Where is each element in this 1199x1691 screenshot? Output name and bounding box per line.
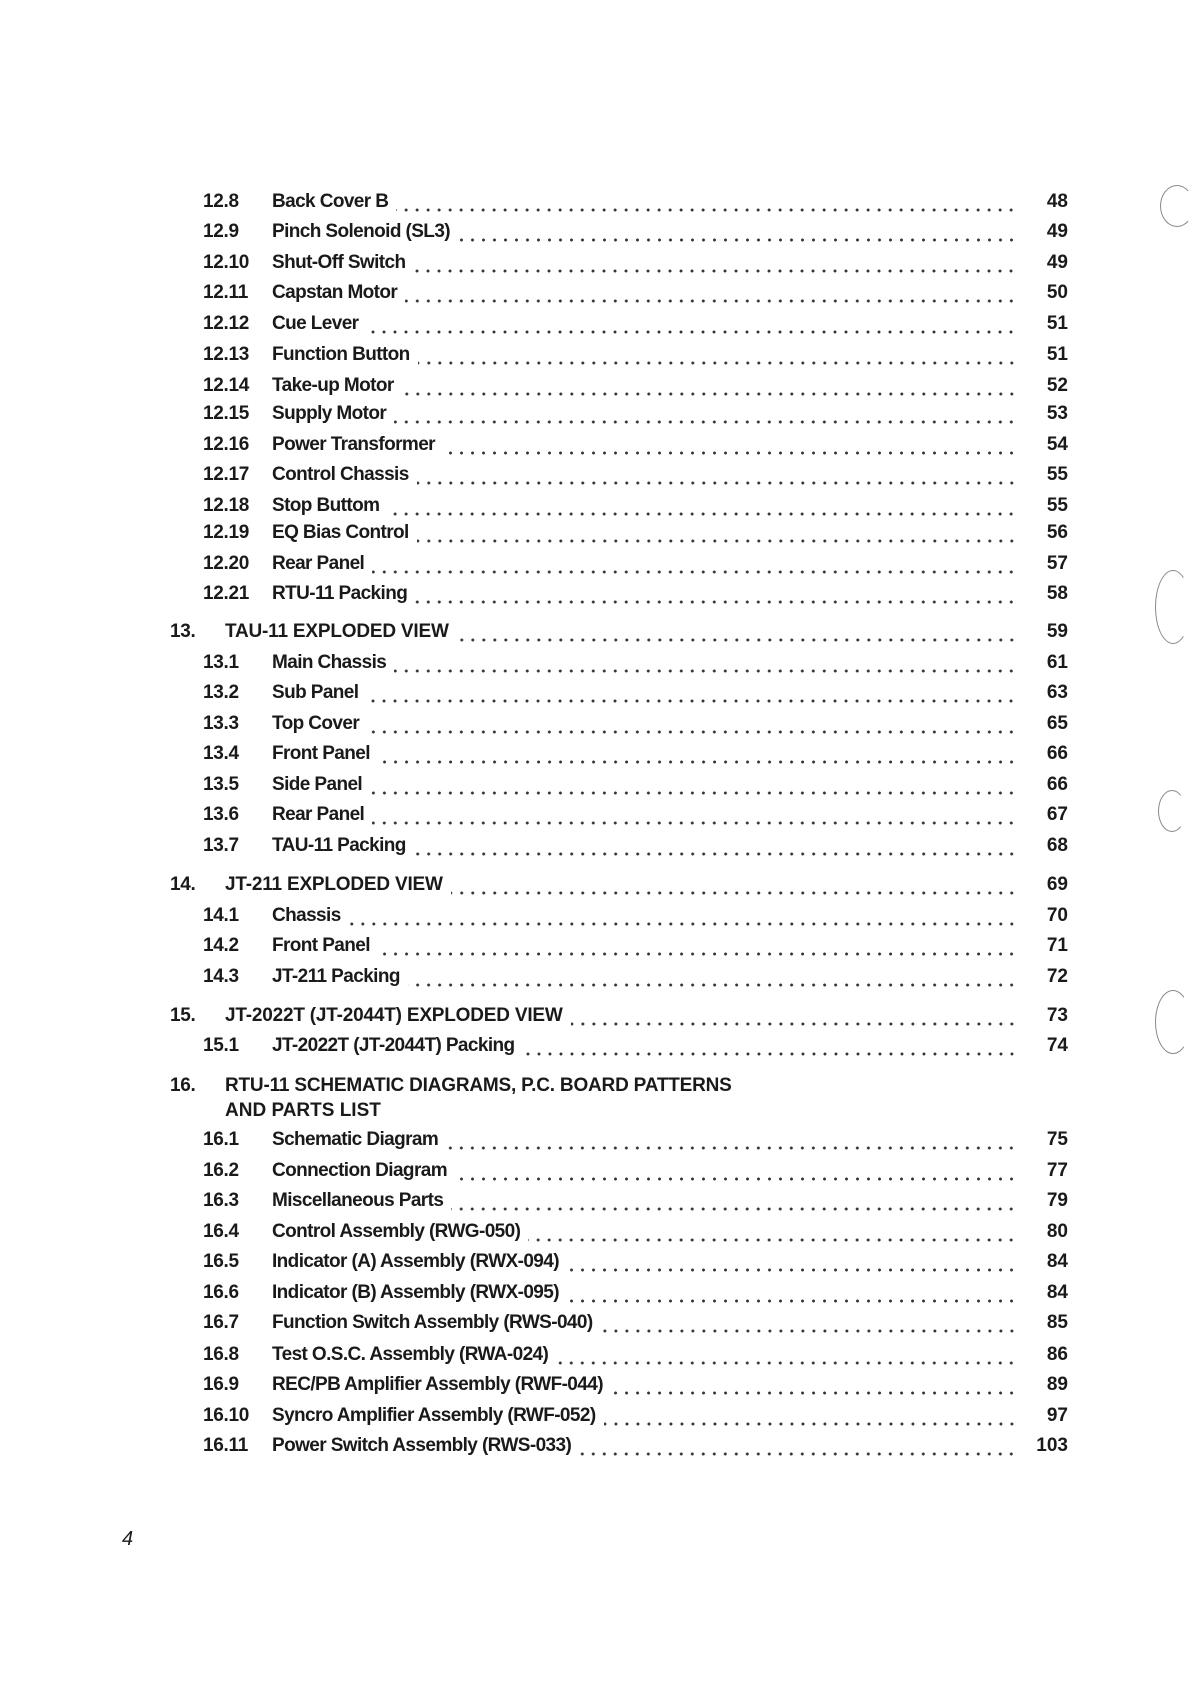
dot-leader xyxy=(394,652,1017,674)
entry-page: 55 xyxy=(1046,494,1068,516)
toc-entry xyxy=(0,1160,1199,1182)
toc-entry xyxy=(0,344,1199,366)
dot-leader xyxy=(571,1005,1017,1027)
entry-number: 13.6 xyxy=(203,804,239,826)
dot-leader xyxy=(413,252,1017,274)
toc-entry xyxy=(0,1435,1199,1457)
entry-page: 51 xyxy=(1046,312,1068,334)
entry-number: 13.7 xyxy=(203,834,239,856)
toc-entry xyxy=(0,434,1199,456)
dot-leader xyxy=(415,583,1017,605)
entry-title: Cue Lever xyxy=(272,312,359,334)
entry-page: 59 xyxy=(1046,621,1068,643)
binder-hole-mark xyxy=(1160,185,1194,227)
entry-title: JT-211 EXPLODED VIEW xyxy=(225,874,443,896)
toc-section-heading xyxy=(0,1005,1199,1027)
entry-title: Function Switch Assembly (RWS-040) xyxy=(272,1312,593,1334)
toc-entry xyxy=(0,835,1199,857)
entry-title: Indicator (A) Assembly (RWX-094) xyxy=(272,1251,559,1273)
entry-number: 12.18 xyxy=(203,494,250,516)
dot-leader xyxy=(417,464,1017,486)
toc-entry xyxy=(0,522,1199,544)
entry-title: Connection Diagram xyxy=(272,1159,447,1181)
entry-page: 51 xyxy=(1046,344,1068,366)
entry-number: 15. xyxy=(170,1004,196,1026)
entry-page: 56 xyxy=(1046,522,1068,543)
toc-entry xyxy=(0,966,1199,988)
entry-page: 84 xyxy=(1046,1281,1068,1303)
entry-number: 16.9 xyxy=(203,1374,239,1396)
entry-number: 12.11 xyxy=(203,282,248,304)
entry-number: 12.19 xyxy=(203,522,250,543)
toc-section-heading xyxy=(0,874,1199,896)
dot-leader xyxy=(556,1344,1017,1366)
entry-page: 54 xyxy=(1046,433,1068,455)
entry-page: 80 xyxy=(1046,1220,1068,1242)
entry-title: JT-211 Packing xyxy=(272,965,400,987)
dot-leader xyxy=(367,713,1017,735)
toc-entry xyxy=(0,1035,1199,1057)
entry-page: 50 xyxy=(1046,282,1068,304)
entry-page: 55 xyxy=(1046,464,1068,486)
entry-title: Rear Panel xyxy=(272,804,365,826)
toc-section-heading xyxy=(0,1075,1199,1097)
toc-entry xyxy=(0,1282,1199,1304)
entry-number: 16.8 xyxy=(203,1343,239,1365)
toc-entry xyxy=(0,583,1199,605)
binder-hole-mark xyxy=(1158,790,1186,832)
dot-leader xyxy=(372,804,1017,826)
entry-page: 85 xyxy=(1046,1312,1068,1334)
dot-leader xyxy=(366,313,1017,335)
dot-leader xyxy=(396,191,1017,213)
entry-page: 48 xyxy=(1046,190,1068,212)
dot-leader xyxy=(387,495,1017,517)
entry-number: 13.1 xyxy=(203,651,239,673)
entry-page: 66 xyxy=(1046,773,1068,795)
dot-leader xyxy=(366,682,1017,704)
entry-title: Syncro Amplifier Assembly (RWF-052) xyxy=(272,1404,596,1426)
dot-leader xyxy=(418,344,1017,366)
toc-entry xyxy=(0,935,1199,957)
entry-title: Front Panel xyxy=(272,743,370,765)
dot-leader xyxy=(349,905,1017,927)
toc-entry xyxy=(0,553,1199,575)
entry-title: Back Cover B xyxy=(272,190,389,212)
entry-title: Side Panel xyxy=(272,773,363,795)
dot-leader xyxy=(414,835,1017,857)
entry-title: Stop Buttom xyxy=(272,494,380,516)
toc-entry xyxy=(0,1129,1199,1151)
dot-leader xyxy=(567,1282,1017,1304)
entry-title: RTU-11 Packing xyxy=(272,583,408,605)
entry-title: Top Cover xyxy=(272,712,360,734)
entry-number: 16.5 xyxy=(203,1251,239,1273)
toc-entry xyxy=(0,1344,1199,1366)
dot-leader xyxy=(378,935,1017,957)
entry-page: 49 xyxy=(1046,221,1068,243)
dot-leader xyxy=(378,743,1017,765)
entry-title: Rear Panel xyxy=(272,552,365,574)
entry-page: 63 xyxy=(1046,682,1068,704)
entry-title: Test O.S.C. Assembly (RWA-024) xyxy=(272,1343,549,1365)
toc-entry xyxy=(0,682,1199,704)
dot-leader xyxy=(528,1221,1017,1243)
entry-number: 13.4 xyxy=(203,743,239,765)
toc-entry xyxy=(0,774,1199,796)
entry-page: 52 xyxy=(1046,374,1068,396)
toc-entry xyxy=(0,804,1199,826)
entry-page: 57 xyxy=(1046,552,1068,574)
entry-number: 16.7 xyxy=(203,1312,239,1334)
entry-title: RTU-11 SCHEMATIC DIAGRAMS, P.C. BOARD PATTERNS xyxy=(225,1074,732,1096)
dot-leader xyxy=(443,434,1017,456)
toc-entry xyxy=(0,905,1199,927)
entry-title: EQ Bias Control xyxy=(272,522,409,543)
entry-title: Sub Panel xyxy=(272,682,359,704)
dot-leader xyxy=(579,1435,1017,1457)
entry-number: 16.1 xyxy=(203,1129,239,1151)
entry-number: 14.2 xyxy=(203,935,239,957)
toc-entry xyxy=(0,375,1199,397)
dot-leader xyxy=(405,282,1017,304)
entry-title: TAU-11 Packing xyxy=(272,834,406,856)
dot-leader xyxy=(451,874,1017,896)
entry-number: 16.11 xyxy=(203,1435,248,1457)
entry-title: Schematic Diagram xyxy=(272,1129,439,1151)
toc-entry xyxy=(0,713,1199,735)
entry-title: JT-2022T (JT-2044T) EXPLODED VIEW xyxy=(225,1004,563,1026)
page-number: 4 xyxy=(122,1528,134,1550)
entry-number: 12.10 xyxy=(203,251,250,273)
toc-entry xyxy=(0,1405,1199,1427)
dot-leader xyxy=(601,1312,1017,1334)
toc-entry xyxy=(0,1251,1199,1273)
entry-page: 68 xyxy=(1046,834,1068,856)
entry-page: 77 xyxy=(1046,1159,1068,1181)
toc-entry xyxy=(0,1221,1199,1243)
entry-number: 12.13 xyxy=(203,344,250,366)
entry-number: 13.3 xyxy=(203,712,239,734)
entry-page: 71 xyxy=(1046,935,1068,957)
entry-title: Shut-Off Switch xyxy=(272,251,406,273)
entry-page: 69 xyxy=(1046,874,1068,896)
dot-leader xyxy=(457,621,1017,643)
toc-entry xyxy=(0,495,1199,517)
dot-leader xyxy=(611,1374,1017,1396)
dot-leader xyxy=(567,1251,1017,1273)
dot-leader xyxy=(446,1129,1017,1151)
entry-number: 12.9 xyxy=(203,221,239,243)
entry-page: 74 xyxy=(1046,1035,1068,1057)
entry-title: Miscellaneous Parts xyxy=(272,1190,444,1212)
entry-page: 72 xyxy=(1046,965,1068,987)
toc-entry xyxy=(0,221,1199,243)
toc-entry xyxy=(0,1312,1199,1334)
entry-page: 73 xyxy=(1046,1004,1068,1026)
entry-page: 66 xyxy=(1046,743,1068,765)
dot-leader xyxy=(370,774,1017,796)
entry-page: 53 xyxy=(1046,403,1068,425)
entry-page: 61 xyxy=(1046,651,1068,673)
entry-title: Control Assembly (RWG-050) xyxy=(272,1220,521,1242)
entry-number: 15.1 xyxy=(203,1035,239,1057)
dot-leader xyxy=(523,1035,1017,1057)
entry-title: Function Button xyxy=(272,344,410,366)
dot-leader xyxy=(604,1405,1017,1427)
entry-number: 13. xyxy=(170,621,196,643)
dot-leader xyxy=(458,221,1017,243)
dot-leader xyxy=(372,553,1017,575)
entry-number: 14.3 xyxy=(203,965,239,987)
entry-page: 67 xyxy=(1046,804,1068,826)
dot-leader xyxy=(394,403,1017,425)
entry-number: 12.21 xyxy=(203,583,250,605)
entry-number: 13.5 xyxy=(203,773,239,795)
entry-number: 12.16 xyxy=(203,433,250,455)
entry-title: Chassis xyxy=(272,904,341,926)
entry-number: 16.4 xyxy=(203,1220,239,1242)
entry-title: Front Panel xyxy=(272,935,370,957)
entry-title: Indicator (B) Assembly (RWX-095) xyxy=(272,1281,559,1303)
entry-title: Pinch Solenoid (SL3) xyxy=(272,221,451,243)
binder-hole-mark xyxy=(1155,570,1191,644)
entry-page: 89 xyxy=(1046,1374,1068,1396)
toc-entry xyxy=(0,191,1199,213)
entry-number: 12.17 xyxy=(203,464,250,486)
toc-entry xyxy=(0,1374,1199,1396)
entry-page: 84 xyxy=(1046,1251,1068,1273)
entry-number: 16.3 xyxy=(203,1190,239,1212)
entry-page: 86 xyxy=(1046,1343,1068,1365)
entry-number: 12.15 xyxy=(203,403,250,425)
entry-number: 12.12 xyxy=(203,312,250,334)
dot-leader xyxy=(402,375,1017,397)
entry-page: 65 xyxy=(1046,712,1068,734)
entry-page: 75 xyxy=(1046,1129,1068,1151)
entry-title: Power Transformer xyxy=(272,433,435,455)
entry-number: 12.14 xyxy=(203,374,250,396)
toc-entry xyxy=(0,282,1199,304)
entry-title: JT-2022T (JT-2044T) Packing xyxy=(272,1035,515,1057)
dot-leader xyxy=(455,1160,1017,1182)
binder-hole-mark xyxy=(1155,990,1191,1054)
entry-number: 12.8 xyxy=(203,190,239,212)
entry-page: 97 xyxy=(1046,1404,1068,1426)
entry-title: TAU-11 EXPLODED VIEW xyxy=(225,621,449,643)
entry-number: 12.20 xyxy=(203,552,250,574)
entry-number: 16.10 xyxy=(203,1404,250,1426)
dot-leader xyxy=(451,1190,1017,1212)
entry-page: 79 xyxy=(1046,1190,1068,1212)
entry-number: 16.6 xyxy=(203,1281,239,1303)
entry-number: 13.2 xyxy=(203,682,239,704)
toc-entry xyxy=(0,1190,1199,1212)
entry-title: Control Chassis xyxy=(272,464,409,486)
dot-leader xyxy=(417,522,1017,544)
entry-page: 58 xyxy=(1046,583,1068,605)
entry-title: Main Chassis xyxy=(272,651,387,673)
toc-entry xyxy=(0,313,1199,335)
entry-title: REC/PB Amplifier Assembly (RWF-044) xyxy=(272,1374,603,1396)
entry-title: Power Switch Assembly (RWS-033) xyxy=(272,1435,572,1457)
dot-leader xyxy=(408,966,1017,988)
entry-title: Capstan Motor xyxy=(272,282,398,304)
entry-number: 16.2 xyxy=(203,1159,239,1181)
toc-entry xyxy=(0,652,1199,674)
toc-entry xyxy=(0,403,1199,425)
entry-number: 14. xyxy=(170,874,196,896)
entry-number: 16. xyxy=(170,1074,196,1096)
section-16-title-continuation: AND PARTS LIST xyxy=(225,1099,381,1121)
entry-page: 49 xyxy=(1046,251,1068,273)
entry-title: Take-up Motor xyxy=(272,374,394,396)
toc-entry xyxy=(0,252,1199,274)
entry-number: 14.1 xyxy=(203,904,239,926)
toc-entry xyxy=(0,464,1199,486)
toc-entry xyxy=(0,743,1199,765)
entry-title: Supply Motor xyxy=(272,403,387,425)
entry-page: 103 xyxy=(1036,1435,1068,1457)
toc-section-heading xyxy=(0,621,1199,643)
entry-page: 70 xyxy=(1046,904,1068,926)
